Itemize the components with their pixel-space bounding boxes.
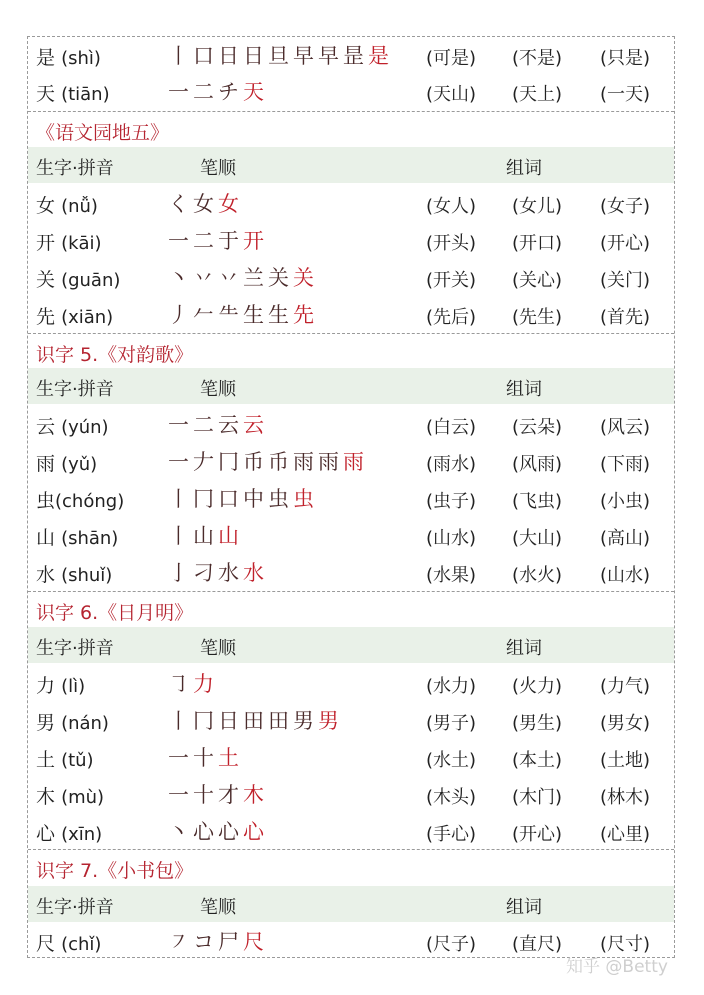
char-row <box>28 259 674 295</box>
stroke-order <box>168 520 243 550</box>
word: (只是) <box>600 48 651 69</box>
word: (不是) <box>512 48 563 69</box>
header-strokes: 笔顺 <box>200 638 236 659</box>
char-row <box>28 739 674 775</box>
char-label: 是 (shì) <box>36 47 101 69</box>
stroke-step: 田 <box>268 709 289 733</box>
stroke-step: 心 <box>243 820 264 844</box>
word: (开口) <box>512 233 563 254</box>
stroke-step: 兰 <box>243 266 264 290</box>
stroke-step: 男 <box>293 709 314 733</box>
stroke-step: 一 <box>168 229 189 253</box>
stroke-step: 雨 <box>318 450 339 474</box>
word: (飞虫) <box>512 491 563 512</box>
stroke-step: 生 <box>243 303 264 327</box>
stroke-step: 昰 <box>343 44 364 68</box>
char-label: 木 (mù) <box>36 786 105 808</box>
stroke-step: 十 <box>193 783 214 807</box>
header-strokes: 笔顺 <box>200 897 236 918</box>
stroke-step: 口 <box>218 487 239 511</box>
stroke-step: 土 <box>218 746 239 770</box>
word: (首先) <box>600 307 651 328</box>
stroke-step: ㇆ <box>168 672 189 696</box>
header-words: 组词 <box>506 638 542 659</box>
stroke-step: 关 <box>293 266 314 290</box>
stroke-step: 丷 <box>193 266 214 290</box>
header-char: 生字·拼音 <box>36 638 114 659</box>
char-row <box>28 73 674 109</box>
char-row <box>28 702 674 738</box>
word: (力气) <box>600 676 651 697</box>
word: (林木) <box>600 787 651 808</box>
stroke-order <box>168 225 268 255</box>
header-char: 生字·拼音 <box>36 897 114 918</box>
word: (山水) <box>600 565 651 586</box>
worksheet <box>27 36 675 958</box>
stroke-order <box>168 668 218 698</box>
word: (山水) <box>426 528 477 549</box>
stroke-step: 丨 <box>168 524 189 548</box>
stroke-step: 云 <box>243 413 264 437</box>
stroke-step: 丨 <box>168 709 189 733</box>
word: (风雨) <box>512 454 563 475</box>
stroke-step: 刁 <box>193 561 214 585</box>
word: (开头) <box>426 233 477 254</box>
stroke-step: 二 <box>193 80 214 104</box>
stroke-step: 于 <box>218 229 239 253</box>
char-label: 男 (nán) <box>36 712 109 734</box>
stroke-step: 丨 <box>168 487 189 511</box>
stroke-step: 雨 <box>343 450 364 474</box>
table-header <box>28 627 674 663</box>
stroke-step: 十 <box>193 746 214 770</box>
stroke-step: 山 <box>218 524 239 548</box>
char-label: 天 (tiān) <box>36 83 110 105</box>
stroke-step: 心 <box>218 820 239 844</box>
word: (尺子) <box>426 934 477 955</box>
stroke-step: 一 <box>168 746 189 770</box>
char-label: 土 (tǔ) <box>36 749 94 771</box>
char-row <box>28 443 674 479</box>
stroke-step: 早 <box>293 44 314 68</box>
word: (尺寸) <box>600 934 651 955</box>
stroke-step: ⺧ <box>218 303 239 327</box>
stroke-step: 币 <box>243 450 264 474</box>
header-words: 组词 <box>506 379 542 400</box>
lesson-title: 识字 6.《日月明》 <box>28 591 674 627</box>
stroke-step: 一 <box>168 80 189 104</box>
table-header <box>28 886 674 922</box>
word: (大山) <box>512 528 563 549</box>
word: (手心) <box>426 824 477 845</box>
stroke-step: 生 <box>268 303 289 327</box>
stroke-step: 𠂉 <box>193 303 214 327</box>
word: (男子) <box>426 713 477 734</box>
word: (可是) <box>426 48 477 69</box>
char-label: 雨 (yǔ) <box>36 453 98 475</box>
stroke-order <box>168 483 318 513</box>
char-row <box>28 296 674 332</box>
stroke-step: 水 <box>218 561 239 585</box>
char-row <box>28 554 674 590</box>
stroke-step: 亅 <box>168 561 189 585</box>
word: (天山) <box>426 84 477 105</box>
word: (女人) <box>426 196 477 217</box>
word: (雨水) <box>426 454 477 475</box>
stroke-step: 冂 <box>218 450 239 474</box>
stroke-step: 冂 <box>193 709 214 733</box>
word: (先生) <box>512 307 563 328</box>
word: (女儿) <box>512 196 563 217</box>
char-label: 心 (xīn) <box>36 823 103 845</box>
header-char: 生字·拼音 <box>36 379 114 400</box>
char-row <box>28 517 674 553</box>
stroke-step: 日 <box>218 44 239 68</box>
stroke-order <box>168 557 268 587</box>
lesson-title: 识字 5.《对韵歌》 <box>28 333 674 369</box>
stroke-step: 二 <box>193 229 214 253</box>
stroke-step: く <box>168 192 189 216</box>
stroke-step: 尺 <box>243 930 264 954</box>
char-label: 力 (lì) <box>36 675 86 697</box>
char-label: 先 (xiān) <box>36 306 114 328</box>
char-row <box>28 185 674 221</box>
table-header <box>28 368 674 404</box>
stroke-step: 是 <box>368 44 389 68</box>
stroke-step: 才 <box>218 783 239 807</box>
stroke-step: 丶 <box>168 266 189 290</box>
char-row <box>28 480 674 516</box>
char-label: 云 (yún) <box>36 416 109 438</box>
char-label: 开 (kāi) <box>36 232 102 254</box>
header-char: 生字·拼音 <box>36 158 114 179</box>
word: (男生) <box>512 713 563 734</box>
stroke-order <box>168 779 268 809</box>
word: (开心) <box>600 233 651 254</box>
stroke-order <box>168 40 393 70</box>
stroke-step: 水 <box>243 561 264 585</box>
word: (水果) <box>426 565 477 586</box>
stroke-step: 旦 <box>268 44 289 68</box>
stroke-step: 币 <box>268 450 289 474</box>
header-words: 组词 <box>506 158 542 179</box>
word: (木门) <box>512 787 563 808</box>
word: (云朵) <box>512 417 563 438</box>
stroke-step: 一 <box>168 450 189 474</box>
stroke-step: 山 <box>193 524 214 548</box>
stroke-order <box>168 409 268 439</box>
stroke-step: 虫 <box>293 487 314 511</box>
word: (水土) <box>426 750 477 771</box>
stroke-step: 云 <box>218 413 239 437</box>
word: (下雨) <box>600 454 651 475</box>
word: (火力) <box>512 676 563 697</box>
lesson-title: 《语文园地五》 <box>28 111 674 147</box>
word: (开关) <box>426 270 477 291</box>
word: (女子) <box>600 196 651 217</box>
stroke-step: 关 <box>268 266 289 290</box>
stroke-step: 雨 <box>293 450 314 474</box>
lesson-title: 识字 7.《小书包》 <box>28 849 674 885</box>
char-label: 关 (guān) <box>36 269 121 291</box>
word: (心里) <box>600 824 651 845</box>
stroke-order <box>168 299 318 329</box>
stroke-step: コ <box>193 930 214 954</box>
char-label: 虫(chóng) <box>36 490 125 512</box>
stroke-step: ㇇ <box>168 930 189 954</box>
stroke-order <box>168 816 268 846</box>
word: (男女) <box>600 713 651 734</box>
stroke-step: 冂 <box>193 487 214 511</box>
stroke-step: 天 <box>243 80 264 104</box>
stroke-order <box>168 188 243 218</box>
stroke-order <box>168 742 243 772</box>
word: (木头) <box>426 787 477 808</box>
word: (一天) <box>600 84 651 105</box>
stroke-step: 早 <box>318 44 339 68</box>
stroke-step: 女 <box>218 192 239 216</box>
char-label: 尺 (chǐ) <box>36 933 102 955</box>
stroke-step: 木 <box>243 783 264 807</box>
word: (关心) <box>512 270 563 291</box>
stroke-step: 力 <box>193 672 214 696</box>
char-row <box>28 406 674 442</box>
word: (虫子) <box>426 491 477 512</box>
word: (水力) <box>426 676 477 697</box>
stroke-step: 二 <box>193 413 214 437</box>
stroke-step: 先 <box>293 303 314 327</box>
stroke-step: 心 <box>193 820 214 844</box>
char-row <box>28 222 674 258</box>
char-row <box>28 665 674 701</box>
word: (土地) <box>600 750 651 771</box>
stroke-order <box>168 926 268 956</box>
stroke-step: 一 <box>168 783 189 807</box>
stroke-order <box>168 76 268 106</box>
word: (直尺) <box>512 934 563 955</box>
stroke-step: チ <box>218 80 239 104</box>
char-row <box>28 776 674 812</box>
stroke-step: 丶 <box>168 820 189 844</box>
word: (白云) <box>426 417 477 438</box>
word: (本土) <box>512 750 563 771</box>
word: (天上) <box>512 84 563 105</box>
stroke-step: 田 <box>243 709 264 733</box>
stroke-step: 女 <box>193 192 214 216</box>
stroke-step: 一 <box>168 413 189 437</box>
header-words: 组词 <box>506 897 542 918</box>
stroke-step: 丿 <box>168 303 189 327</box>
watermark: 知乎 @Betty <box>566 957 668 977</box>
stroke-step: 男 <box>318 709 339 733</box>
stroke-order <box>168 446 368 476</box>
char-label: 山 (shān) <box>36 527 119 549</box>
word: (高山) <box>600 528 651 549</box>
word: (关门) <box>600 270 651 291</box>
char-row <box>28 37 674 73</box>
word: (开心) <box>512 824 563 845</box>
word: (先后) <box>426 307 477 328</box>
stroke-step: 尸 <box>218 930 239 954</box>
stroke-order <box>168 705 343 735</box>
stroke-step: 𠂇 <box>193 450 214 474</box>
word: (小虫) <box>600 491 651 512</box>
stroke-step: 口 <box>193 44 214 68</box>
header-strokes: 笔顺 <box>200 158 236 179</box>
char-label: 女 (nǚ) <box>36 195 98 217</box>
header-strokes: 笔顺 <box>200 379 236 400</box>
stroke-step: 日 <box>218 709 239 733</box>
stroke-step: 日 <box>243 44 264 68</box>
char-row <box>28 813 674 849</box>
char-label: 水 (shuǐ) <box>36 564 113 586</box>
table-header <box>28 147 674 183</box>
word: (风云) <box>600 417 651 438</box>
stroke-step: 开 <box>243 229 264 253</box>
stroke-step: 虫 <box>268 487 289 511</box>
stroke-step: 丨 <box>168 44 189 68</box>
stroke-step: 丷 <box>218 266 239 290</box>
stroke-step: 中 <box>243 487 264 511</box>
stroke-order <box>168 262 318 292</box>
word: (水火) <box>512 565 563 586</box>
